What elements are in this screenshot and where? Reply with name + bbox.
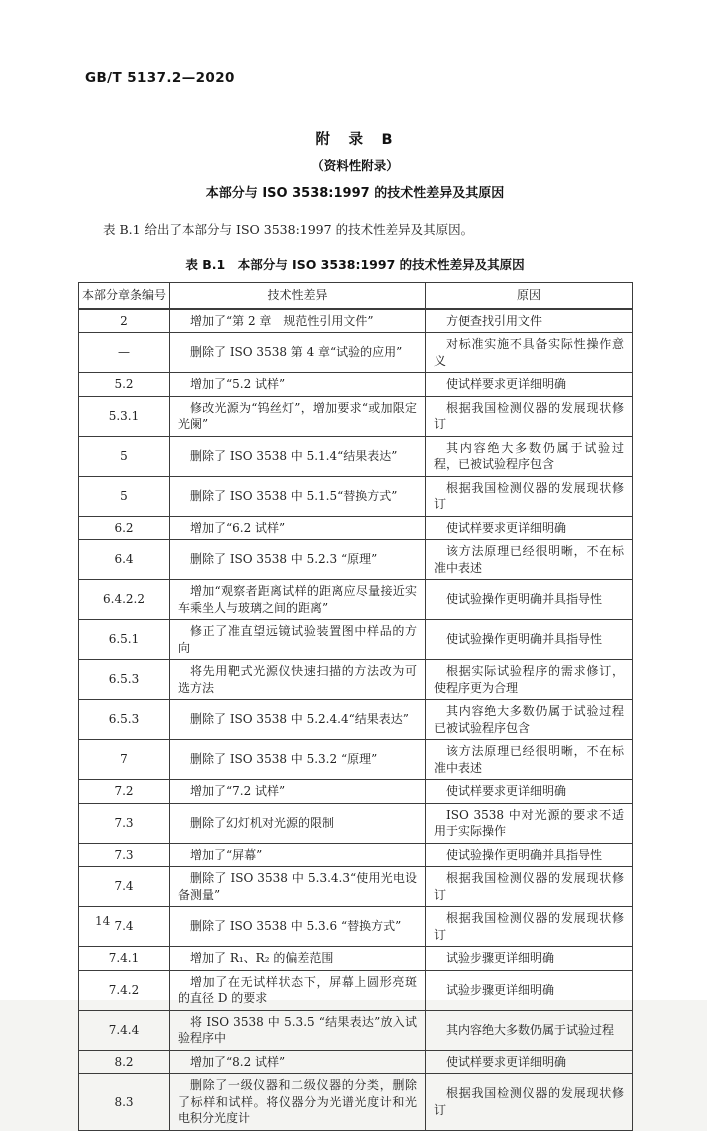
cell-clause-number: 7.3 [79,843,170,867]
cell-clause-number: 6.5.3 [79,700,170,740]
table-row [79,660,633,700]
cell-clause-number: 6.5.1 [79,620,170,660]
table-row [79,620,633,660]
cell-difference: 增加了“8.2 试样” [170,1050,426,1074]
cell-difference: 增加了“7.2 试样” [170,780,426,804]
cell-clause-number: 7.4.4 [79,1010,170,1050]
table-row [79,947,633,971]
table-row [79,476,633,516]
cell-difference: 删除了 ISO 3538 中 5.3.2 “原理” [170,740,426,780]
cell-clause-number: 2 [79,309,170,333]
cell-clause-number: 7.4 [79,907,170,947]
cell-reason: 使试验操作更明确并具指导性 [426,843,633,867]
cell-clause-number: 6.4 [79,540,170,580]
cell-difference: 删除了 ISO 3538 中 5.2.4.4“结果表达” [170,700,426,740]
column-header-difference: 技术性差异 [170,283,426,309]
cell-reason: 其内容绝大多数仍属于试验过程，已被试验程序包含 [426,436,633,476]
cell-difference: 删除了 ISO 3538 中 5.1.4“结果表达” [170,436,426,476]
cell-clause-number: 8.3 [79,1074,170,1131]
cell-clause-number: 7.4.1 [79,947,170,971]
table-row [79,1050,633,1074]
column-header-clause: 本部分章条编号 [79,283,170,309]
cell-difference: 删除了 ISO 3538 中 5.2.3 “原理” [170,540,426,580]
cell-reason: 其内容绝大多数仍属于试验过程已被试验程序包含 [426,700,633,740]
cell-difference: 增加了 R₁、R₂ 的偏差范围 [170,947,426,971]
cell-reason: ISO 3538 中对光源的要求不适用于实际操作 [426,803,633,843]
cell-difference: 删除了幻灯机对光源的限制 [170,803,426,843]
table-row [79,540,633,580]
cell-reason: 根据我国检测仪器的发展现状修订 [426,1074,633,1131]
cell-difference: 增加了“6.2 试样” [170,516,426,540]
table-row [79,1010,633,1050]
standard-number: GB/T 5137.2—2020 [85,70,235,86]
cell-reason: 使试验操作更明确并具指导性 [426,580,633,620]
cell-reason: 方便查找引用文件 [426,309,633,333]
table-caption: 表 B.1 本部分与 ISO 3538:1997 的技术性差异及其原因 [185,257,525,272]
appendix-title: 附 录 B [315,132,395,148]
cell-clause-number: 6.5.3 [79,660,170,700]
cell-difference: 删除了一级仪器和二级仪器的分类，删除了标样和试样。将仪器分为光谱光度计和光电积分光度计 [170,1074,426,1131]
cell-reason: 根据实际试验程序的需求修订，使程序更为合理 [426,660,633,700]
cell-clause-number: 5.3.1 [79,396,170,436]
cell-difference: 修改光源为“钨丝灯”，增加要求“或加限定光阑” [170,396,426,436]
table-header-row [79,283,633,309]
cell-reason: 使试样要求更详细明确 [426,373,633,397]
cell-difference: 修正了准直望远镜试验装置图中样品的方向 [170,620,426,660]
cell-reason: 使试样要求更详细明确 [426,516,633,540]
column-header-reason: 原因 [426,283,633,309]
table-row [79,780,633,804]
cell-reason: 其内容绝大多数仍属于试验过程 [426,1010,633,1050]
table-row [79,740,633,780]
cell-reason: 根据我国检测仪器的发展现状修订 [426,476,633,516]
table-row [79,843,633,867]
cell-reason: 使试样要求更详细明确 [426,1050,633,1074]
differences-table [78,282,633,1131]
cell-clause-number: 6.4.2.2 [79,580,170,620]
cell-clause-number: 7.3 [79,803,170,843]
table-row [79,333,633,373]
cell-clause-number: 5 [79,476,170,516]
cell-difference: 增加了“5.2 试样” [170,373,426,397]
cell-reason: 试验步骤更详细明确 [426,947,633,971]
table-row [79,436,633,476]
table-row [79,803,633,843]
cell-reason: 使试样要求更详细明确 [426,780,633,804]
appendix-subtitle: （资料性附录） [311,158,399,173]
cell-clause-number: 7 [79,740,170,780]
cell-clause-number: 7.4.2 [79,970,170,1010]
cell-difference: 删除了 ISO 3538 中 5.3.6 “替换方式” [170,907,426,947]
table-row [79,309,633,333]
page-number: 14 [95,914,111,928]
cell-difference: 删除了 ISO 3538 中 5.1.5“替换方式” [170,476,426,516]
table-row [79,907,633,947]
cell-reason: 试验步骤更详细明确 [426,970,633,1010]
table-row [79,373,633,397]
appendix-content [78,128,632,1131]
cell-difference: 增加了在无试样状态下，屏幕上圆形亮斑的直径 D 的要求 [170,970,426,1010]
cell-difference: 删除了 ISO 3538 第 4 章“试验的应用” [170,333,426,373]
cell-reason: 根据我国检测仪器的发展现状修订 [426,867,633,907]
table-row [79,396,633,436]
cell-reason: 该方法原理已经很明晰，不在标准中表述 [426,540,633,580]
cell-difference: 删除了 ISO 3538 中 5.3.4.3“使用光电设备测量” [170,867,426,907]
cell-reason: 对标准实施不具备实际性操作意义 [426,333,633,373]
cell-reason: 根据我国检测仪器的发展现状修订 [426,396,633,436]
cell-clause-number: 5 [79,436,170,476]
cell-reason: 该方法原理已经很明晰，不在标准中表述 [426,740,633,780]
cell-difference: 增加“观察者距离试样的距离应尽量接近实车乘坐人与玻璃之间的距离” [170,580,426,620]
cell-difference: 增加了“屏幕” [170,843,426,867]
table-row [79,867,633,907]
cell-clause-number: 7.4 [79,867,170,907]
cell-clause-number: 6.2 [79,516,170,540]
cell-clause-number: — [79,333,170,373]
table-row [79,516,633,540]
table-row [79,970,633,1010]
cell-reason: 使试验操作更明确并具指导性 [426,620,633,660]
table-row [79,700,633,740]
cell-clause-number: 8.2 [79,1050,170,1074]
cell-clause-number: 5.2 [79,373,170,397]
cell-reason: 根据我国检测仪器的发展现状修订 [426,907,633,947]
cell-difference: 将先用靶式光源仪快速扫描的方法改为可选方法 [170,660,426,700]
intro-paragraph: 表 B.1 给出了本部分与 ISO 3538:1997 的技术性差异及其原因。 [103,222,474,237]
appendix-heading: 本部分与 ISO 3538:1997 的技术性差异及其原因 [205,186,505,201]
table-row [79,1074,633,1131]
cell-difference: 增加了“第 2 章 规范性引用文件” [170,309,426,333]
cell-difference: 将 ISO 3538 中 5.3.5 “结果表达”放入试验程序中 [170,1010,426,1050]
table-row [79,580,633,620]
cell-clause-number: 7.2 [79,780,170,804]
